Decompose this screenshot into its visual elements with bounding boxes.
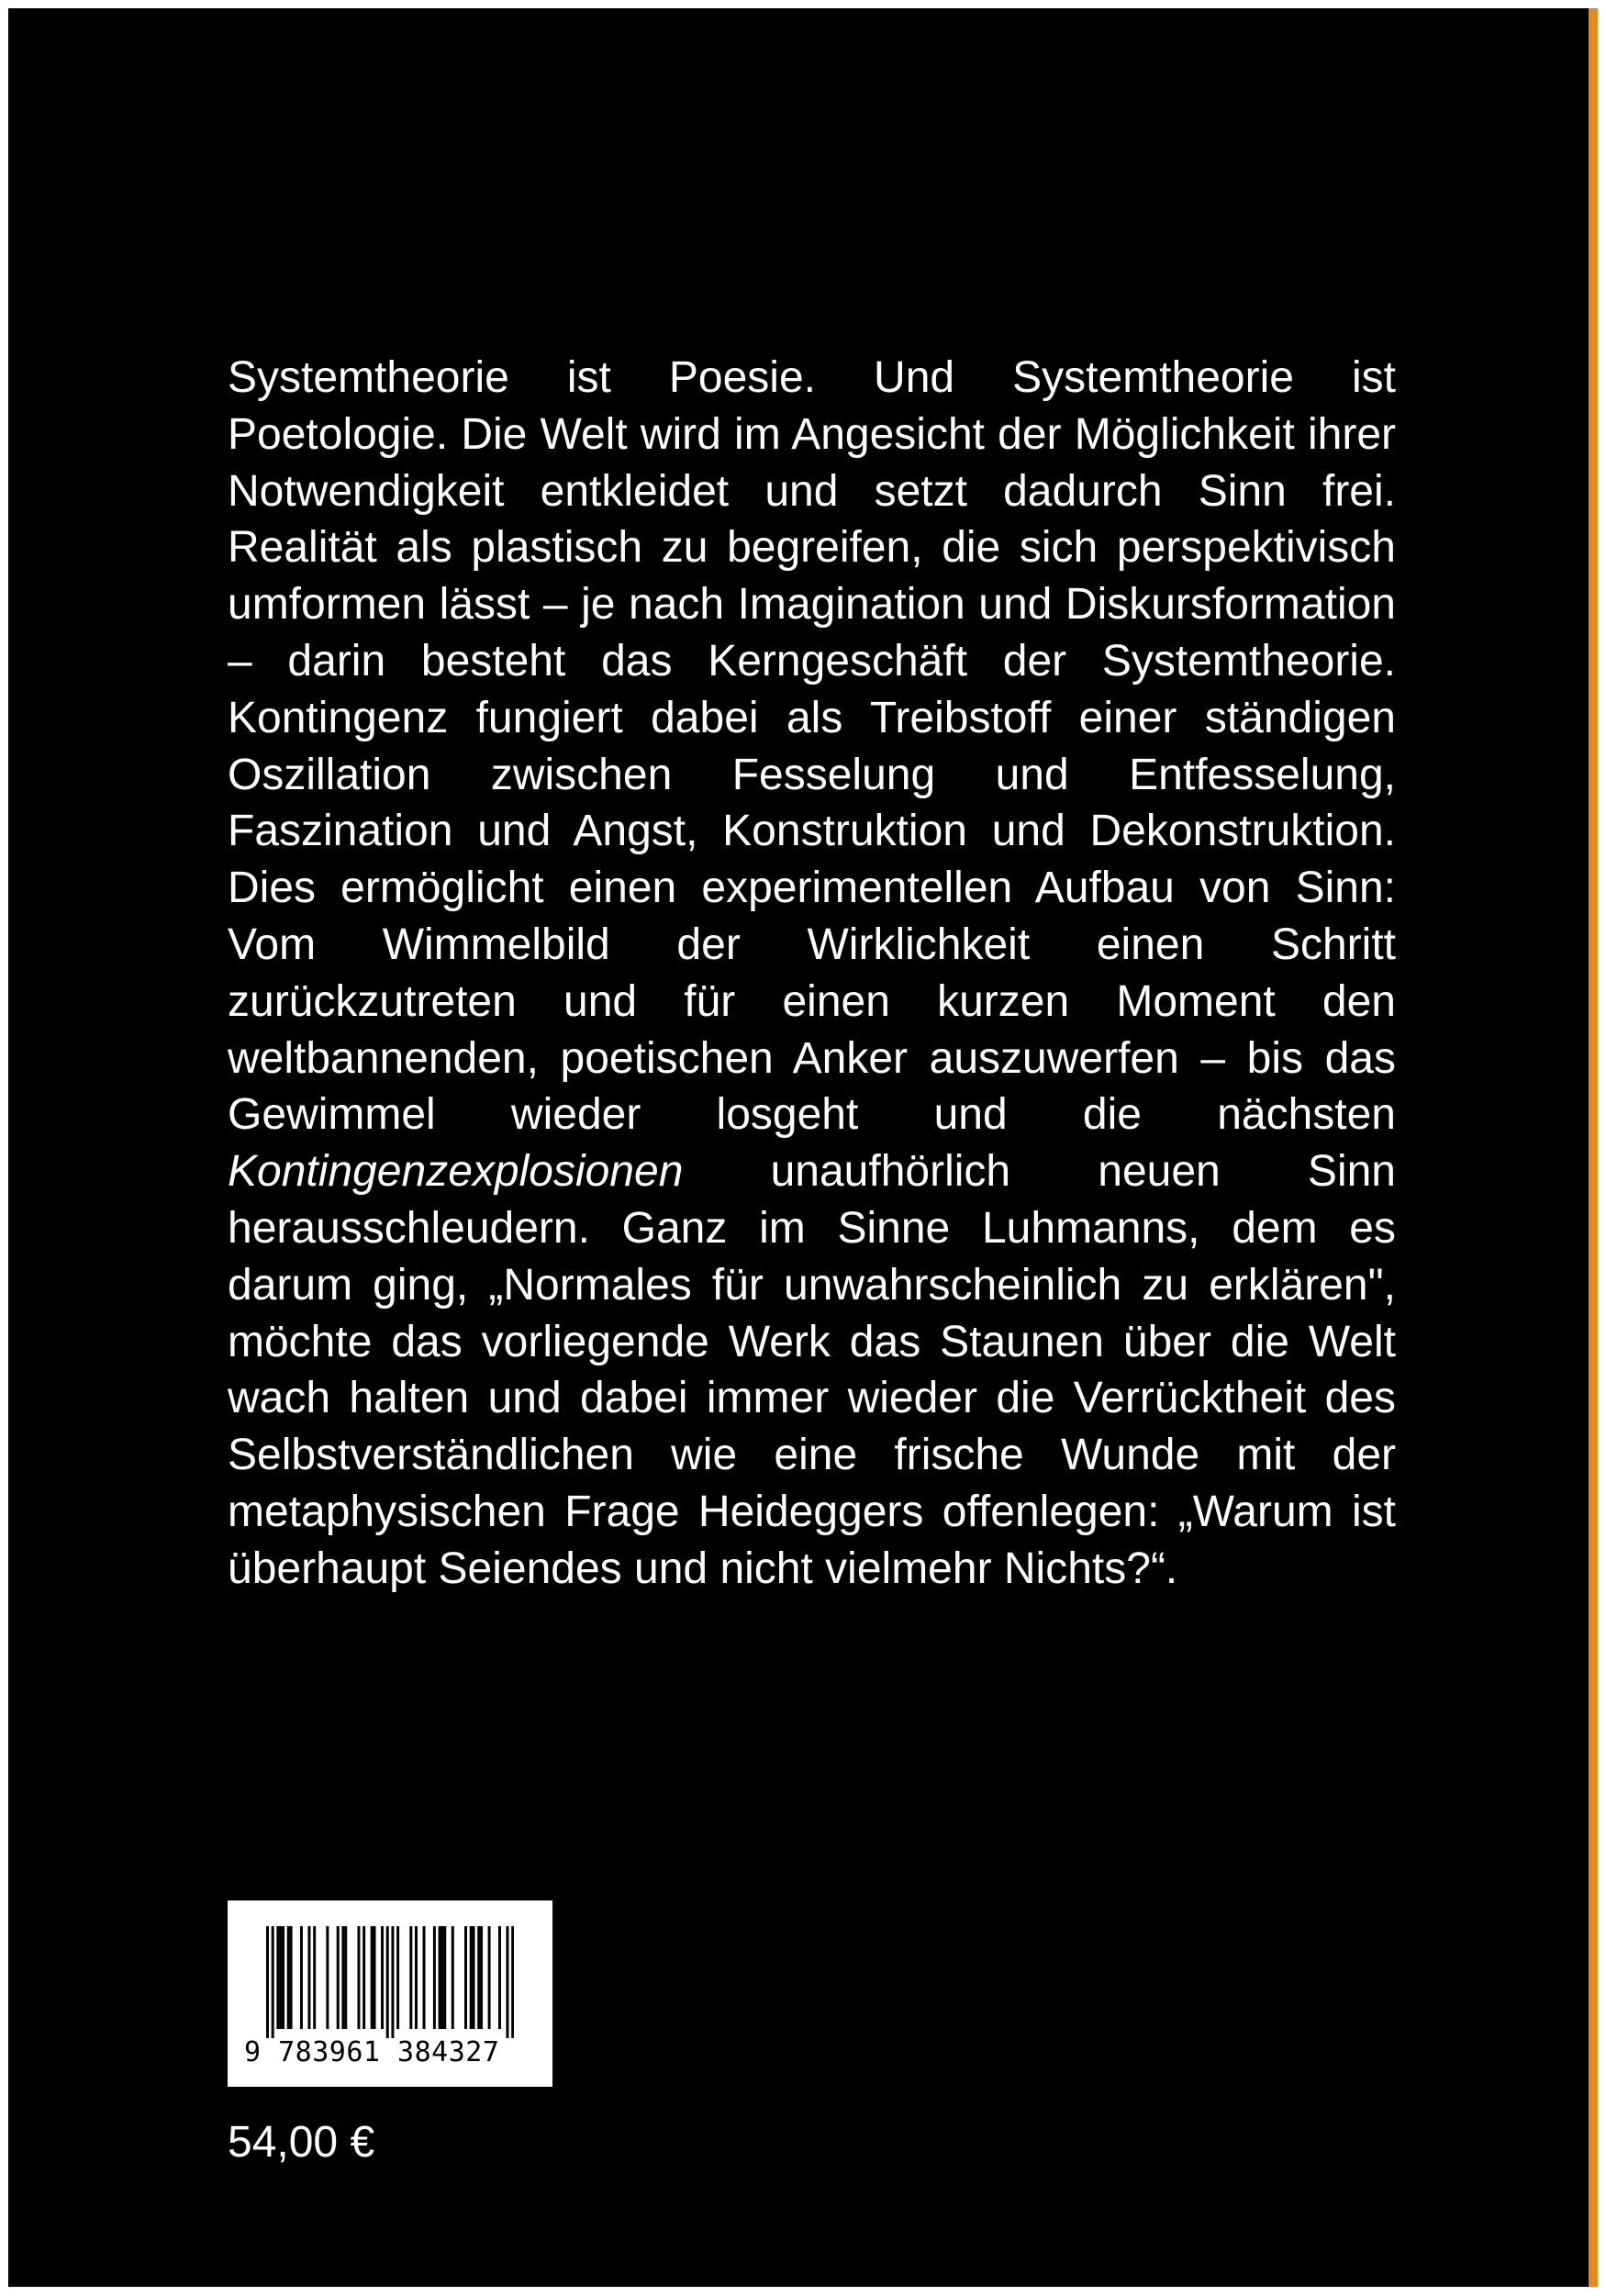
back-cover: [8, 8, 1598, 2287]
barcode-bar: [326, 1926, 329, 2029]
barcode-bar: [386, 1926, 389, 2038]
barcode-bar: [272, 1926, 274, 2038]
barcode-bar: [506, 1926, 508, 2038]
barcode-bar: [337, 1926, 340, 2029]
barcode-bar: [511, 1926, 514, 2038]
barcode-bar: [341, 1926, 344, 2029]
blurb-emphasis: Kontingenzexplosionen: [228, 1147, 684, 1197]
barcode-bar: [470, 1926, 473, 2029]
barcode-bar: [464, 1926, 467, 2029]
barcode-bar: [344, 1926, 347, 2029]
barcode-bar: [266, 1926, 269, 2038]
blurb-part-2: unaufhörlich neuen Sinn herausschleudern. Ganz im Sinne Luhmanns, dem es darum ging, „Normales für unwahrscheinlich zu erklären", möchte das vorliegende Werk das Staunen über die Welt wach halten und dabei immer wieder die Verrücktheit des Selbstverständlichen wie eine frische Wunde mit der metaphysischen Frage Heideggers offenlegen: „Warum ist überhaupt Seiendes und nicht vielmehr Nichts?“.: [228, 1147, 1396, 1593]
barcode-bar: [415, 1926, 418, 2029]
barcode-bar: [279, 1926, 282, 2029]
barcode-bar: [391, 1926, 394, 2038]
barcode-bar: [282, 1926, 284, 2029]
isbn-digits: 9 783961 384327: [244, 2036, 500, 2068]
barcode-bar: [300, 1926, 303, 2029]
barcode-bar: [381, 1926, 384, 2029]
barcode-bar: [423, 1926, 426, 2029]
barcode-bar: [307, 1926, 310, 2029]
barcode-bar: [498, 1926, 501, 2029]
barcode-bar: [452, 1926, 454, 2029]
barcode-bar: [477, 1926, 480, 2029]
barcode-bar: [362, 1926, 365, 2029]
spine-accent-strip: [1589, 8, 1598, 2287]
barcode-bar: [473, 1926, 475, 2029]
barcode-bar: [409, 1926, 412, 2029]
barcode-bar: [276, 1926, 279, 2029]
barcode-bar: [443, 1926, 446, 2029]
barcode-icon: [266, 1926, 514, 2038]
barcode-bar: [287, 1926, 290, 2029]
barcode-bar: [290, 1926, 293, 2029]
barcode-bar: [480, 1926, 483, 2029]
barcode-bar: [371, 1926, 374, 2029]
barcode-bar: [357, 1926, 360, 2029]
barcode-bar: [439, 1926, 441, 2029]
barcode-bar: [396, 1926, 399, 2029]
barcode-bar: [313, 1926, 316, 2029]
blurb-text: [228, 350, 1396, 1598]
price-label: 54,00 €: [228, 2118, 375, 2167]
isbn-barcode: [228, 1900, 552, 2087]
barcode-bar: [374, 1926, 376, 2029]
barcode-bar: [441, 1926, 443, 2029]
barcode-bar: [433, 1926, 436, 2029]
blurb-part-1: Systemtheorie ist Poesie. Und Systemtheorie ist Poetologie. Die Welt wird im Angesicht der Möglichkeit ihrer Notwendigkeit entkleidet und setzt dadurch Sinn frei. Realität als plastisch zu begreifen, die sich perspektivisch umformen lässt – je nach Imagination und Diskursformation – darin besteht das Kerngeschäft der Systemtheorie. Kontingenz fungiert dabei als Treibstoff einer ständigen Oszillation zwischen Fesselung und Entfesselung, Faszination und Angst, Konstruktion und Dekonstruktion. Dies ermöglicht einen experimentellen Aufbau von Sinn: Vom Wimmelbild der Wirklichkeit einen Schritt zurückzutreten und für einen kurzen Moment den weltbannenden, poetischen Anker auszuwerfen – bis das Gewimmel wieder losgeht und die nächsten: [228, 353, 1396, 1140]
barcode-bar: [488, 1926, 491, 2029]
